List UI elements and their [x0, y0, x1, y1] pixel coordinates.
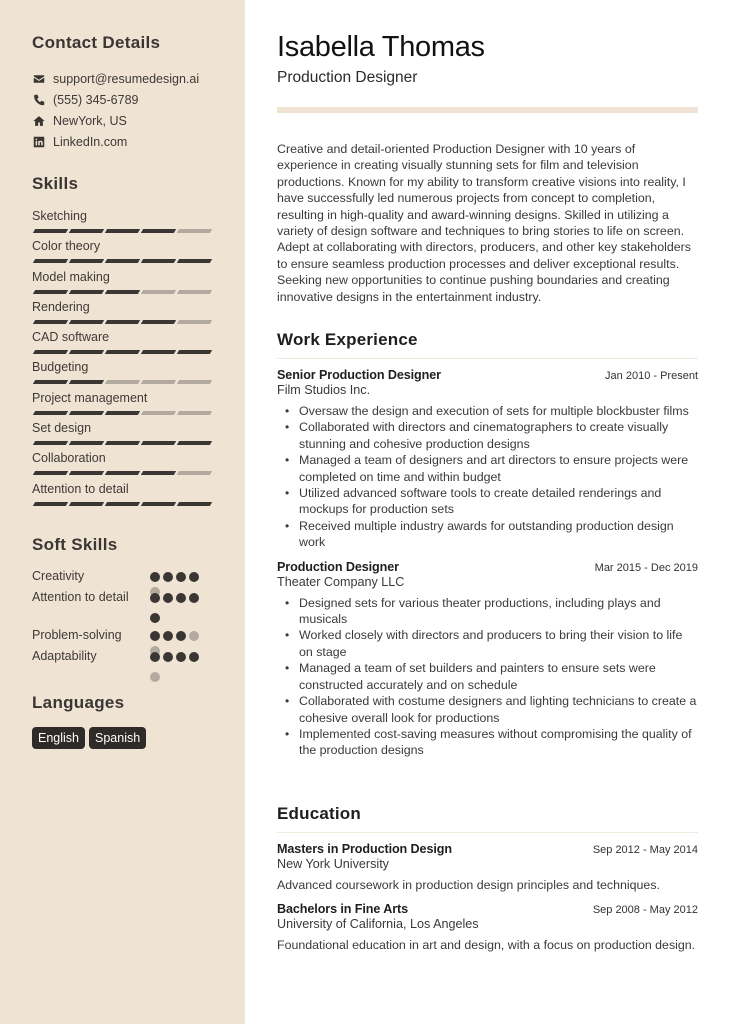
company-name: Theater Company LLC — [277, 574, 405, 589]
phone-icon — [32, 93, 46, 107]
skill-item — [32, 390, 212, 420]
job-title: Production Designer — [277, 559, 399, 574]
soft-skill-item — [32, 627, 212, 648]
rating-segment — [141, 411, 176, 415]
skill-name: Collaboration — [32, 451, 106, 466]
soft-skill-item — [32, 568, 212, 589]
rating-segment — [141, 320, 176, 324]
candidate-title: Production Designer — [277, 69, 418, 86]
skill-name: Rendering — [32, 299, 90, 314]
rating-segment — [69, 290, 104, 294]
rating-segment — [177, 350, 212, 354]
rating-dot — [189, 652, 199, 662]
entry-header — [277, 842, 698, 856]
candidate-name: Isabella Thomas — [277, 31, 485, 63]
degree-title: Bachelors in Fine Arts — [277, 902, 408, 917]
soft-skills-list — [32, 568, 212, 686]
work-experience-section — [277, 330, 698, 759]
degree-title: Masters in Production Design — [277, 842, 452, 856]
rating-segment — [33, 290, 68, 294]
company-name: Film Studios Inc. — [277, 383, 371, 397]
rating-segment — [141, 290, 176, 294]
contact-phone[interactable] — [32, 89, 199, 110]
contact-email-text: support@resumedesign.ai — [53, 71, 200, 86]
rating-segment — [69, 380, 104, 384]
rating-segment — [177, 290, 212, 294]
language-badge: English — [32, 727, 85, 749]
bullet-item: • Received multiple industry awards for outstanding production design work — [299, 518, 698, 551]
bullet-item: • Worked closely with directors and producers to bring their vision to life on stage — [299, 627, 698, 660]
contact-location-text: NewYork, US — [53, 113, 127, 128]
contact-linkedin-text: LinkedIn.com — [53, 134, 128, 149]
soft-skill-rating — [150, 589, 202, 627]
rating-segment — [141, 229, 176, 233]
contact-heading: Contact Details — [32, 33, 161, 52]
skill-item — [32, 450, 212, 480]
contact-list — [32, 68, 199, 152]
rating-segment — [141, 259, 176, 263]
skill-rating — [34, 320, 212, 324]
soft-skill-name: Adaptability — [32, 649, 97, 663]
school-name: New York University — [277, 857, 389, 871]
skill-rating — [34, 411, 212, 415]
work-heading: Work Experience — [277, 330, 418, 349]
skill-rating — [34, 502, 212, 506]
home-icon — [32, 114, 46, 128]
rating-segment — [105, 441, 140, 445]
rating-dot — [150, 652, 160, 662]
skill-rating — [34, 290, 212, 294]
rating-dot — [150, 672, 160, 682]
soft-skill-name: Attention to detail — [32, 590, 129, 604]
skill-item — [32, 359, 212, 389]
rating-segment — [177, 259, 212, 263]
skill-rating — [34, 259, 212, 263]
sidebar — [0, 0, 245, 1024]
skill-item — [32, 329, 212, 359]
rating-segment — [177, 229, 212, 233]
bullet-item: • Collaborated with costume designers and lighting technicians to create a cohesive overall look for productions — [299, 693, 698, 726]
rating-segment — [69, 320, 104, 324]
education-section — [277, 804, 698, 954]
skill-name: CAD software — [32, 330, 110, 345]
rating-segment — [33, 259, 68, 263]
rating-segment — [177, 441, 212, 445]
rating-segment — [105, 380, 140, 384]
language-badge: Spanish — [89, 727, 146, 749]
rating-segment — [105, 229, 140, 233]
education-dates: Sep 2012 - May 2014 — [592, 844, 698, 856]
rating-segment — [33, 229, 68, 233]
skill-item — [32, 208, 212, 238]
job-title: Senior Production Designer — [277, 368, 441, 382]
rating-segment — [105, 290, 140, 294]
rating-segment — [105, 502, 140, 506]
job-bullets — [277, 403, 698, 551]
rating-segment — [69, 411, 104, 415]
rating-dot — [150, 593, 160, 603]
skill-rating — [34, 350, 212, 354]
soft-skill-rating — [150, 648, 202, 686]
skill-name: Set design — [32, 421, 92, 436]
rating-segment — [105, 259, 140, 263]
bullet-item: • Designed sets for various theater productions, including plays and musicals — [299, 595, 698, 628]
rating-dot — [163, 593, 173, 603]
entry-header — [277, 902, 698, 916]
job-dates: Mar 2015 - Dec 2019 — [594, 561, 698, 574]
education-heading: Education — [277, 804, 361, 823]
rating-segment — [33, 471, 68, 475]
languages-heading: Languages — [32, 693, 125, 712]
bullet-item: • Utilized advanced software tools to create detailed renderings and mockups for production sets — [299, 485, 698, 518]
school-name: University of California, Los Angeles — [277, 917, 479, 932]
bullet-item: • Managed a team of set builders and painters to ensure sets were constructed accurately and on schedule — [299, 660, 698, 693]
work-entries — [277, 368, 698, 759]
soft-skill-rating — [150, 627, 202, 648]
rating-segment — [105, 320, 140, 324]
bullet-item: • Collaborated with directors and cinematographers to create visually stunning and cohesive production designs — [299, 419, 698, 452]
skill-rating — [34, 229, 212, 233]
soft-skill-item — [32, 648, 212, 686]
rating-segment — [69, 471, 104, 475]
rating-dot — [176, 572, 186, 582]
work-entry — [277, 368, 698, 551]
envelope-icon — [32, 72, 46, 86]
skill-item — [32, 420, 212, 450]
rating-segment — [177, 320, 212, 324]
rating-segment — [69, 259, 104, 263]
rating-dot — [163, 631, 173, 641]
rating-segment — [33, 411, 68, 415]
rating-segment — [33, 380, 68, 384]
entry-header — [277, 560, 698, 574]
rating-segment — [105, 471, 140, 475]
rating-segment — [69, 441, 104, 445]
linkedin-icon — [32, 135, 46, 149]
skill-item — [32, 269, 212, 299]
summary: Creative and detail-oriented Production Designer with 10 years of experience in creating visually stunning sets for film and television productions. Known for my ability to transform creative visions into reality, I have successfully led numerous projects from concept to completion, resulting in high-quality and award-winning designs. Skilled in utilizing a variety of design software and techniques to bring stories to life on screen. Adept at collaborating with directors, producers, and other key stakeholders to ensure seamless production processes and deliver exceptional results. Seeking new opportunities to continue pushing boundaries and creating innovative designs in the entertainment industry. — [277, 142, 691, 304]
rating-segment — [33, 441, 68, 445]
bullet-item: • Managed a team of designers and art directors to ensure projects were completed on time and within budget — [299, 452, 698, 485]
contact-email[interactable] — [32, 68, 199, 89]
education-description: Advanced coursework in production design principles and techniques. — [277, 878, 660, 892]
education-entry — [277, 902, 698, 953]
rating-dot — [150, 572, 160, 582]
rating-dot — [163, 572, 173, 582]
soft-skill-rating — [150, 568, 202, 589]
skill-name: Model making — [32, 269, 110, 284]
bullet-item: • Implemented cost-saving measures without compromising the quality of the production designs — [299, 726, 698, 759]
rating-dot — [163, 652, 173, 662]
soft-skills-heading: Soft Skills — [32, 535, 118, 554]
skill-name: Color theory — [32, 239, 101, 254]
rating-segment — [105, 411, 140, 415]
education-dates: Sep 2008 - May 2012 — [592, 904, 698, 917]
skill-item — [32, 238, 212, 268]
education-description: Foundational education in art and design, with a focus on production design. — [277, 938, 696, 953]
skill-item — [32, 299, 212, 329]
rating-dot — [150, 613, 160, 623]
soft-skill-item — [32, 589, 212, 627]
rating-segment — [33, 502, 68, 506]
skill-name: Sketching — [32, 209, 87, 223]
section-divider — [277, 358, 698, 359]
rating-segment — [177, 380, 212, 384]
rating-segment — [177, 411, 212, 415]
skill-item — [32, 481, 212, 511]
skills-heading: Skills — [32, 174, 79, 193]
rating-segment — [69, 502, 104, 506]
header-divider — [277, 107, 698, 113]
contact-location — [32, 110, 199, 131]
entry-header — [277, 368, 698, 382]
rating-segment — [69, 229, 104, 233]
rating-segment — [33, 320, 68, 324]
education-entry — [277, 842, 698, 893]
skill-name: Attention to detail — [32, 481, 129, 496]
rating-segment — [141, 502, 176, 506]
skill-name: Project management — [32, 390, 148, 405]
rating-dot — [150, 631, 160, 641]
rating-segment — [69, 350, 104, 354]
education-entries — [277, 842, 698, 954]
languages-list — [32, 727, 146, 749]
rating-segment — [141, 380, 176, 384]
rating-segment — [177, 471, 212, 475]
rating-dot — [176, 652, 186, 662]
rating-segment — [141, 471, 176, 475]
rating-dot — [176, 593, 186, 603]
rating-segment — [141, 350, 176, 354]
bullet-item: • Oversaw the design and execution of sets for multiple blockbuster films — [299, 403, 698, 419]
rating-segment — [141, 441, 176, 445]
skill-name: Budgeting — [32, 360, 89, 375]
skill-rating — [34, 441, 212, 445]
skill-rating — [34, 471, 212, 475]
contact-linkedin[interactable] — [32, 131, 199, 152]
rating-segment — [105, 350, 140, 354]
section-divider — [277, 832, 698, 833]
work-entry — [277, 560, 698, 759]
rating-dot — [189, 593, 199, 603]
rating-segment — [33, 350, 68, 354]
soft-skill-name: Creativity — [32, 569, 85, 583]
skills-list — [32, 208, 212, 511]
job-bullets — [277, 595, 698, 759]
soft-skill-name: Problem-solving — [32, 628, 122, 642]
skill-rating — [34, 380, 212, 384]
rating-dot — [176, 631, 186, 641]
contact-phone-text: (555) 345-6789 — [53, 92, 139, 107]
rating-dot — [189, 572, 199, 582]
job-dates: Jan 2010 - Present — [605, 370, 698, 382]
rating-segment — [177, 502, 212, 506]
rating-dot — [189, 631, 199, 641]
